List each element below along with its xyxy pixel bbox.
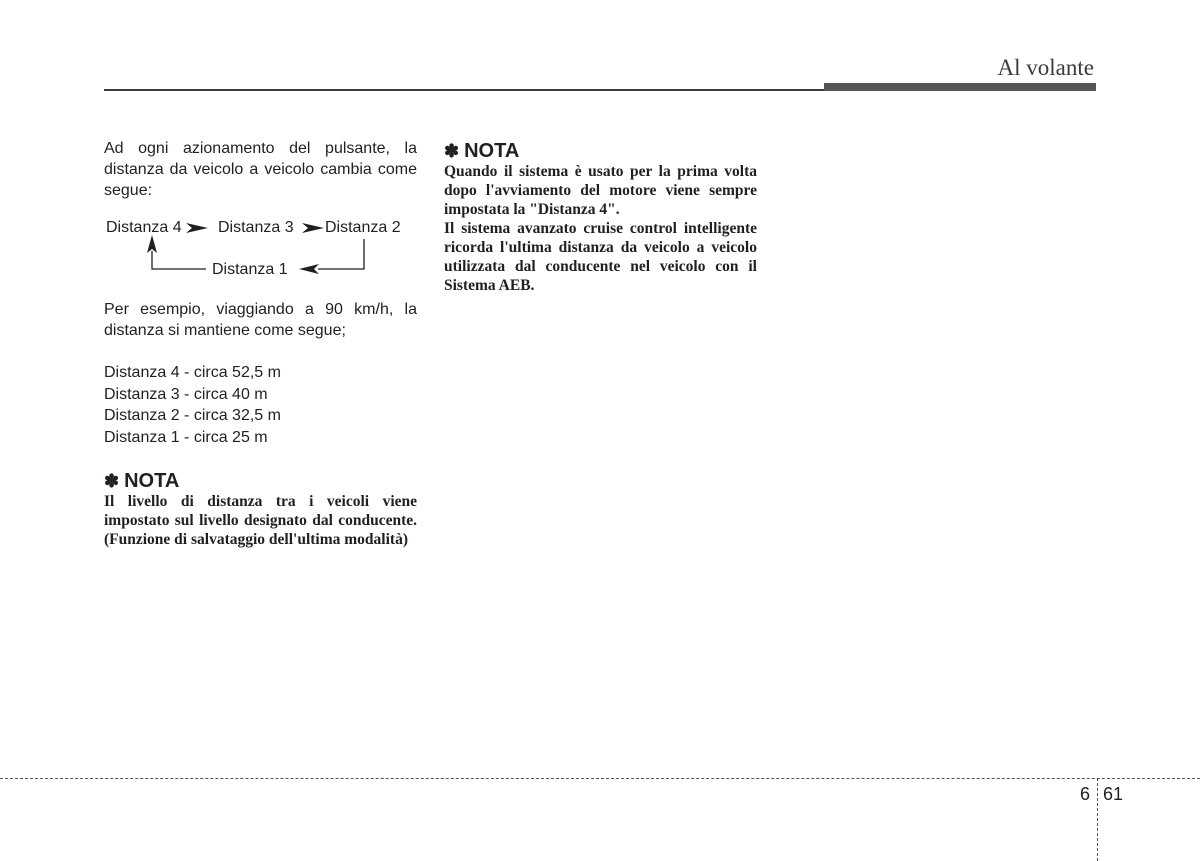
distance-item: Distanza 2 - circa 32,5 m: [104, 407, 281, 424]
note-box-right: [444, 140, 757, 295]
asterisk-icon: ✽: [104, 471, 120, 491]
chapter-number: 6: [1080, 784, 1091, 804]
asterisk-icon: ✽: [444, 141, 460, 161]
note-body-first: Quando il sistema è usato per la prima volta dopo l'avviamento del motore viene sempre impostata la "Distanza 4".: [444, 163, 757, 218]
note-heading-label: NOTA: [464, 140, 520, 162]
distance-item: Distanza 3 - circa 40 m: [104, 385, 268, 403]
footer-divider: [1097, 778, 1098, 861]
note-body-second: Il sistema avanzato cruise control intelligente ricorda l'ultima distanza da veicolo a veicolo utilizzata dal conducente nel veicolo con il Sistema AEB.: [444, 220, 757, 294]
flow-label-distanza-1: Distanza 1: [212, 261, 288, 278]
distance-cycle-diagram: [104, 217, 417, 277]
arrow-left-icon: [299, 264, 319, 274]
page-header-title: Al volante: [997, 55, 1094, 80]
return-line: [318, 239, 364, 269]
header-rule-accent: [824, 83, 1096, 91]
note-box-left: [104, 470, 417, 549]
arrow-right-icon: [186, 223, 208, 233]
page-number: 61: [1103, 784, 1124, 804]
note-body: Il livello di distanza tra i veicoli viene impostato sul livello designato dal conducente. (Funzione di salvataggio dell'ultima modalità): [104, 493, 417, 548]
example-paragraph: Per esempio, viaggiando a 90 km/h, la distanza si mantiene come segue;: [104, 301, 417, 339]
note-heading: [444, 140, 757, 162]
arrow-up-icon: [147, 235, 157, 253]
flow-label-distanza-4: Distanza 4: [106, 219, 182, 236]
flow-label-distanza-3: Distanza 3: [218, 219, 294, 236]
intro-paragraph: Ad ogni azionamento del pulsante, la distanza da veicolo a veicolo cambia come segue:: [104, 140, 417, 199]
distance-item: Distanza 1 - circa 25 m: [104, 428, 268, 446]
right-column: [444, 140, 757, 295]
note-heading: [104, 470, 417, 492]
distance-list: [104, 362, 417, 448]
distance-item: Distanza 4 - circa 52,5 m: [104, 364, 281, 381]
flow-label-distanza-2: Distanza 2: [325, 219, 401, 236]
return-line: [152, 251, 206, 269]
header-rule: [104, 89, 824, 91]
note-heading-label: NOTA: [124, 470, 180, 492]
footer-rule: [0, 778, 1200, 779]
arrow-right-icon: [302, 223, 324, 233]
left-column: [104, 138, 417, 549]
